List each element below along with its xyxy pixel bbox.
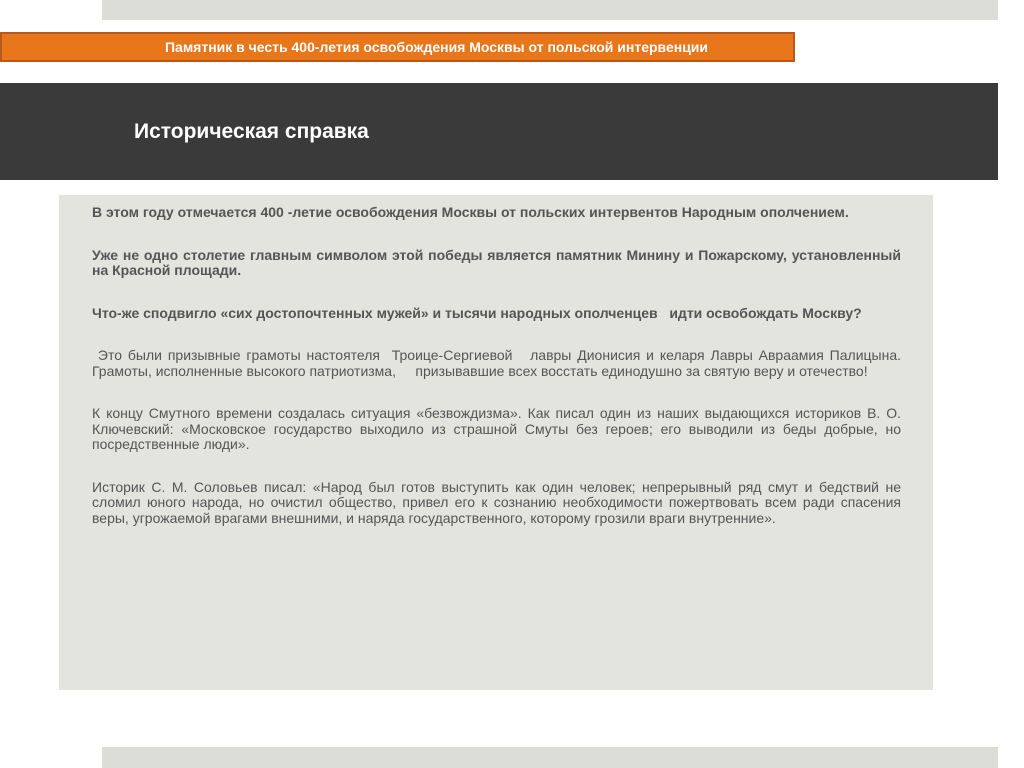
paragraph-5: К концу Смутного времени создалась ситуация «безвождизма». Как писал один из наших выдающихся историков В. О. Ключевский: «Московское государство выходило из страшной Смуты без героев; его выводили из беды добрые, но посредственные люди». <box>92 405 901 452</box>
top-decorative-strip <box>102 0 998 20</box>
content-panel <box>59 195 933 690</box>
section-title: Историческая справка <box>134 120 369 143</box>
paragraph-4: Это были призывные грамоты настоятеля Троице-Сергиевой лавры Дионисия и келаря Лавры Авраамия Палицына. Грамоты, исполненные высокого патриотизма, призывавшие всех восстать единодушно за святую веру и отечество! <box>92 347 905 379</box>
bottom-decorative-strip <box>102 747 998 768</box>
paragraph-2: Уже не одно столетие главным символом этой победы является памятник Минину и Пожарскому, установленный на Красной площади. <box>92 246 901 278</box>
text-body <box>92 204 905 553</box>
paragraph-6: Историк С. М. Соловьев писал: «Народ был готов выступить как один человек; непрерывный ряд смут и бедствий не сломил юного народа, но очистил общество, привел его к сознанию необходимости пожертвовать всем ради спасения веры, угрожаемой врагами внешними, и наряда государственного, которому грозили враги внутренние». <box>92 478 901 526</box>
paragraph-3: Что-же сподвигло «сих достопочтенных мужей» и тысячи народных ополченцев идти освобождать Москву? <box>92 304 862 321</box>
paragraph-1: В этом году отмечается 400 -летие освобождения Москвы от польских интервентов Народным ополчением. <box>92 204 849 220</box>
slide-banner-title: Памятник в честь 400-летия освобождения Москвы от польской интервенции <box>0 32 795 62</box>
